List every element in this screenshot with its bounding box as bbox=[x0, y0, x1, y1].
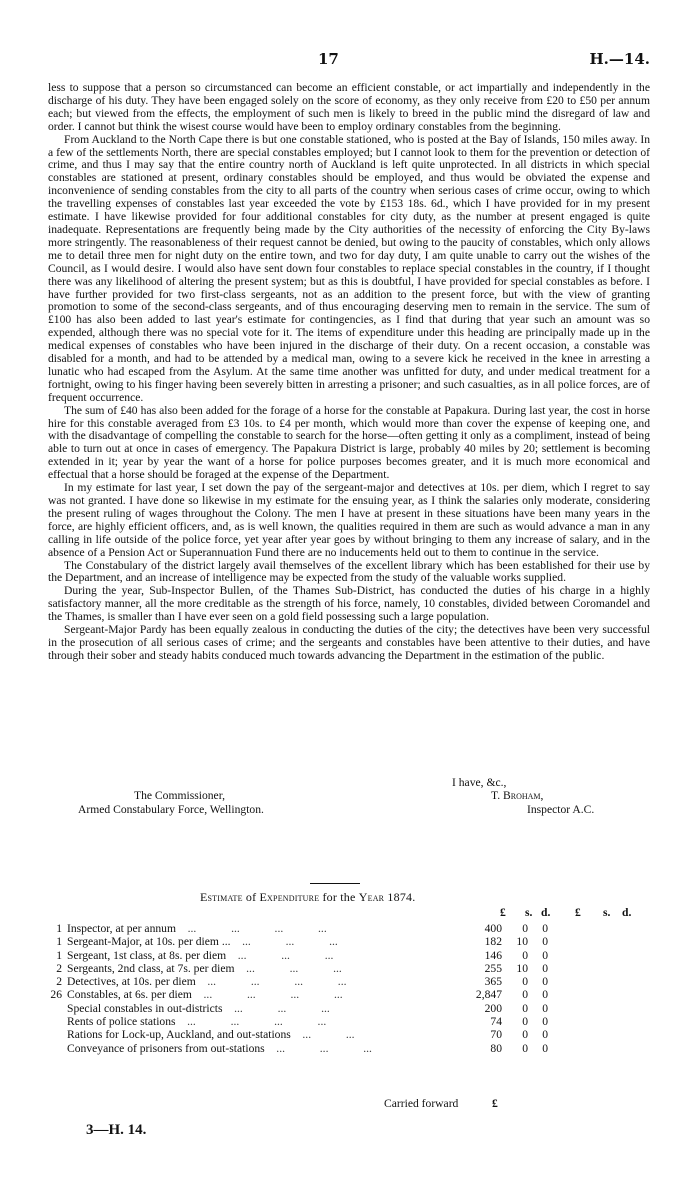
paragraph: Sergeant-Major Pardy has been equally zealous in conducting the duties of the city; the detectives have been very successful in the prosecution of all serious cases of crime; and the sergeants and constables have been attentive to their duties, and have through their sober and steady habits conduced much towards advancing the Department in the estimation of the public. bbox=[48, 623, 650, 662]
page-number: 17 bbox=[318, 50, 339, 68]
table-row: Rents of police stations ... ... ... ... 74 0 0 bbox=[67, 1015, 548, 1029]
table-row: 1 Sergeant, 1st class, at 8s. per diem ... ... ... 146 0 0 bbox=[56, 948, 548, 962]
page-header bbox=[0, 50, 700, 70]
table-row: 1 Sergeant-Major, at 10s. per diem ... ... ... ... 182 10 0 bbox=[56, 935, 548, 949]
estimate-table bbox=[50, 922, 650, 1055]
table-row: 2 Sergeants, 2nd class, at 7s. per diem ... ... ... 255 10 0 bbox=[56, 961, 548, 975]
table-row: Special constables in out-districts ... ... ... 200 0 0 bbox=[67, 1001, 548, 1015]
closing: I have, &c., bbox=[452, 776, 507, 789]
shillings-header: s. bbox=[603, 906, 611, 919]
footer-reference: 3—H. 14. bbox=[86, 1122, 147, 1138]
body-text bbox=[48, 82, 650, 663]
table-row: Conveyance of prisoners from out-stations ... ... ... 80 0 0 bbox=[67, 1041, 548, 1055]
pence-header: d. bbox=[541, 906, 551, 919]
recipient-line-2: Armed Constabulary Force, Wellington. bbox=[78, 803, 264, 816]
pence-header: d. bbox=[622, 906, 632, 919]
recipient-line-1: The Commissioner, bbox=[134, 789, 225, 802]
table-row: Rations for Lock-up, Auckland, and out-stations ... ... 70 0 0 bbox=[67, 1028, 548, 1042]
table-row: 26 Constables, at 6s. per diem ... ... ... ... 2,847 0 0 bbox=[50, 988, 548, 1002]
paragraph: less to suppose that a person so circumstanced can become an efficient constable, or act impartially and independently in the discharge of his duty. They have been engaged solely on the score of economy, as they only receive from £20 to £50 per annum each; but viewed from the effects, the employment of such men is likely to breed in the public mind the disregard of law and order. I cannot but think the wisest course would have been to employ ordinary constables from the beginning. bbox=[48, 81, 650, 133]
table-row: 2 Detectives, at 10s. per diem ... ... ... ... 365 0 0 bbox=[56, 975, 548, 989]
carried-forward-label: Carried forward bbox=[384, 1097, 459, 1110]
paragraph: From Auckland to the North Cape there is but one constable stationed, who is posted at the Bay of Islands, 150 miles away. In a few of the settlements North, there are special constables employed; but I cannot look to them for the prevention or detection of crime, and thus I may say that the entire country north of Auckland is left quite unprotected. In all districts in which special constables are stationed at present, ordinary constables should be employed, and thus would be obviated the expense and inconvenience of sending constables from the city to all parts of the country when serious cases of crime occur, owing to which the travelling expenses of constables last year exceeded the vote by £153 18s. 6d., which I have provided for in my present estimate. I have likewise provided for four additional constables for city duty, as the number at present engaged is quite inadequate. Representations are frequently being made by the City authorities of the necessity of enforcing the City By-laws more stringently. The reasonableness of their request cannot be denied, but owing to the paucity of constables, which only allows me to detail three men for night duty on the entire town, and two for day duty, I am quite unable to carry out the wishes of the Council, as I would desire. I would also have sent down four constables to replace special constables in the country, if I thought there was any likelihood of altering the present system; but as this is doubtful, I have provided for special constables as before. I have further provided for two first-class sergeants, not as an addition to the present force, but with the view of granting promotion to some of the second-class sergeants, and of thus encouraging deserving men to remain in the service. The sum of £100 has also been added to last year's estimate for contingencies, as I find that during that year such an amount was so expended, although there was no special vote for it. The items of expenditure under this heading are principally made up in the medical expenses of constables who have been injured in the discharge of their duty. On a recent occasion, a constable was disabled for a month, and had to be attended by a medical man, owing to a severe kick he received in the knee in arresting a lunatic who had escaped from the Asylum. At the same time another was unfitted for duty, and under medical treatment for a fortnight, owing to his finger having been severely bitten in arresting a prisoner; and such casualties, as in all police forces, are of frequent occurrence. bbox=[48, 132, 650, 404]
signatory-name: T. Broham, bbox=[491, 789, 544, 802]
table-row: 1 Inspector, at per annum ... ... ... ... 400 0 0 bbox=[56, 922, 548, 935]
divider bbox=[310, 883, 360, 884]
carried-forward-symbol: £ bbox=[492, 1097, 498, 1110]
paragraph: The sum of £40 has also been added for the forage of a horse for the constable at Papakura. During last year, the cost in horse hire for this constable averaged from £3 10s. to £4 per month, which would more than cover the expense of keeping one, and with the disadvantage of compelling the constable to search for the horse—often getting it only as a compliment, instead of being able to turn out at once in cases of emergency. The Papakura District is large, probably 40 miles by 20; settlement is becoming extended in it; year by year the want of a horse for police purposes becomes greater, and it is much more economical and effectual that a horse should be foraged at the expense of the Department. bbox=[48, 403, 650, 482]
paragraph: In my estimate for last year, I set down the pay of the sergeant-major and detectives at 10s. per diem, which I regret to say was not granted. I have done so likewise in my estimate for the ensuing year, as I think the salaries only moderate, considering the present ruling of wages throughout the Colony. The men I have at present in these situations have been many years in the force, are highly efficient officers, and, as is well known, the qualities required in them are such as would advance a man in any calling in life outside of the police force, yet year after year goes by without bringing to them any increase of salary, and in the absence of a Pension Act or Superannuation Fund there are no inducements held out to them to continue in the service. bbox=[48, 481, 650, 559]
shillings-header: s. bbox=[525, 906, 533, 919]
document-reference: H.—14. bbox=[589, 50, 650, 68]
estimate-heading: Estimate of Expenditure for the Year 1874. bbox=[200, 890, 416, 904]
pounds-header: £ bbox=[500, 906, 506, 919]
paragraph: During the year, Sub-Inspector Bullen, of the Thames Sub-District, has conducted the duties of his charge in a highly satisfactory manner, all the more creditable as the strength of his force, namely, 10 constables, divided between Coromandel and the Thames, is smaller than I have ever seen on a gold field possessing such a large population. bbox=[48, 584, 650, 624]
signatory-title: Inspector A.C. bbox=[527, 803, 595, 816]
pounds-header: £ bbox=[575, 906, 581, 919]
paragraph: The Constabulary of the district largely avail themselves of the excellent library which has been established for their use by the Department, and an increase of intelligence may be expected from the study of the valuable works supplied. bbox=[48, 558, 650, 585]
